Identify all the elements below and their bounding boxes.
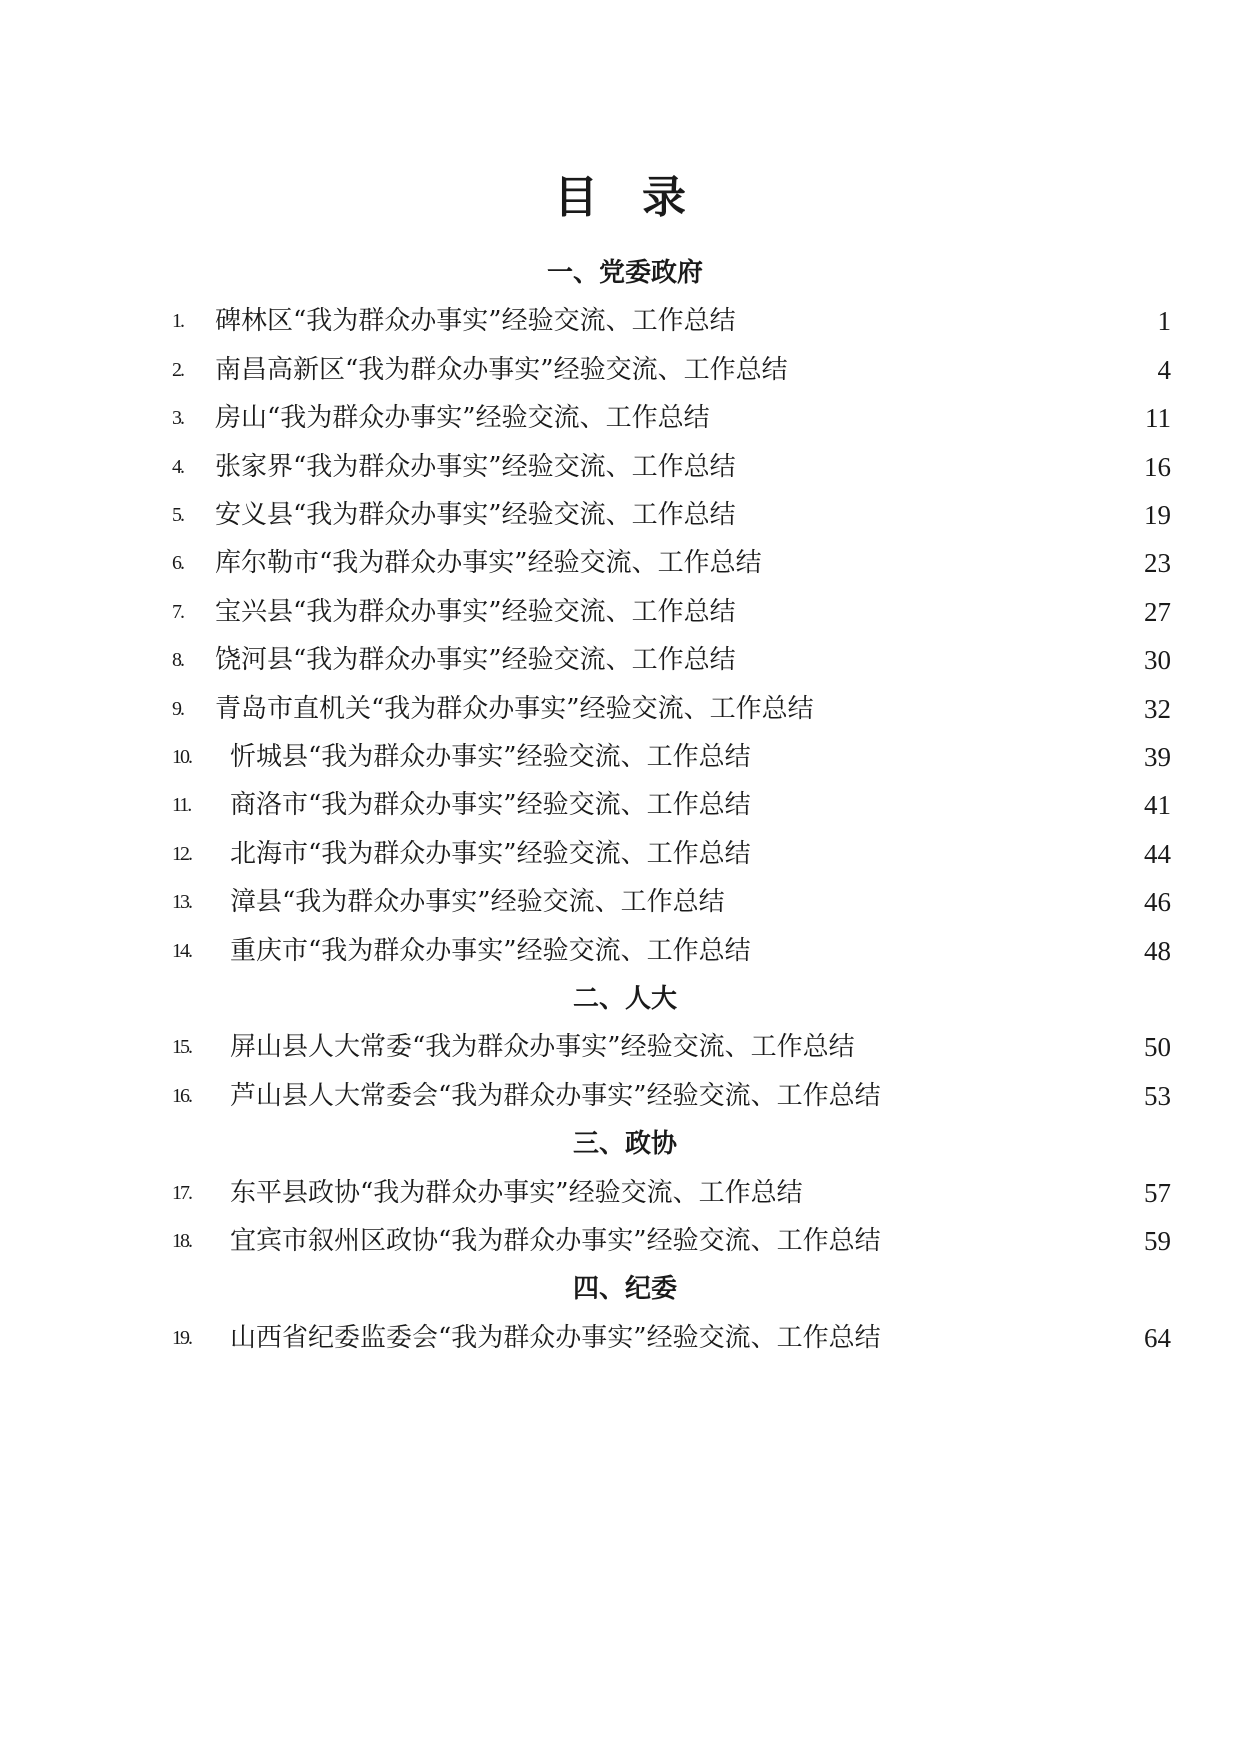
toc-entry-number: 16. bbox=[172, 1084, 191, 1107]
toc-entry[interactable] bbox=[0, 1318, 1240, 1358]
toc-entry-title: 芦山县人大常委会“我为群众办事实”经验交流、工作总结 bbox=[230, 1080, 881, 1111]
toc-entry-page-number: 48 bbox=[1144, 935, 1171, 966]
toc-entry-number: 8. bbox=[172, 649, 183, 672]
toc-entry-page-number: 11 bbox=[1145, 403, 1171, 434]
toc-entry-page-number: 57 bbox=[1144, 1177, 1171, 1208]
toc-entry-number: 13. bbox=[172, 891, 191, 914]
toc-entry-page-number: 64 bbox=[1144, 1322, 1171, 1353]
section-heading: 二、人大 bbox=[572, 984, 677, 1014]
toc-entry-number: 11. bbox=[172, 794, 191, 817]
toc-entry-number: 5. bbox=[172, 504, 183, 526]
section-heading: 三、政协 bbox=[572, 1129, 677, 1160]
toc-entry-number: 7. bbox=[172, 600, 183, 623]
toc-entry[interactable] bbox=[0, 640, 1240, 680]
toc-entry-number: 15. bbox=[172, 1036, 191, 1059]
toc-entry-page-number: 44 bbox=[1144, 838, 1171, 869]
page-title-char: 录 bbox=[642, 172, 686, 223]
toc-entry-page-number: 59 bbox=[1144, 1226, 1171, 1256]
toc-entry-number: 9. bbox=[172, 697, 183, 720]
toc-entry-page-number: 16 bbox=[1144, 451, 1171, 482]
toc-entry[interactable] bbox=[0, 495, 1240, 535]
toc-entry-title: 饶河县“我为群众办事实”经验交流、工作总结 bbox=[215, 645, 736, 676]
toc-entry-number: 12. bbox=[172, 842, 191, 865]
toc-entry-title: 商洛市“我为群众办事实”经验交流、工作总结 bbox=[230, 790, 751, 821]
toc-entry-title: 南昌高新区“我为群众办事实”经验交流、工作总结 bbox=[215, 354, 788, 385]
toc-entry-page-number: 41 bbox=[1144, 790, 1171, 821]
toc-entry-number: 19. bbox=[172, 1326, 191, 1349]
toc-entry-page-number: 4 bbox=[1157, 354, 1171, 385]
toc-entry-number: 4. bbox=[172, 455, 183, 478]
toc-entry-page-number: 19 bbox=[1144, 500, 1171, 530]
toc-entry-number: 1. bbox=[172, 310, 183, 333]
toc-entry-title: 宜宾市叙州区政协“我为群众办事实”经验交流、工作总结 bbox=[230, 1226, 881, 1256]
toc-entry-number: 10. bbox=[172, 746, 191, 768]
toc-entry-number: 6. bbox=[172, 552, 183, 575]
toc-entry-title: 青岛市直机关“我为群众办事实”经验交流、工作总结 bbox=[215, 693, 814, 724]
toc-entry-page-number: 23 bbox=[1144, 548, 1171, 579]
toc-entry-title: 屏山县人大常委“我为群众办事实”经验交流、工作总结 bbox=[230, 1032, 855, 1063]
toc-entry-number: 2. bbox=[172, 358, 183, 381]
section-heading: 四、纪委 bbox=[572, 1274, 677, 1305]
toc-entry[interactable] bbox=[0, 1027, 1240, 1067]
toc-entry-page-number: 50 bbox=[1144, 1032, 1171, 1063]
toc-entry-title: 安义县“我为群众办事实”经验交流、工作总结 bbox=[215, 500, 736, 530]
toc-entry-title: 张家界“我为群众办事实”经验交流、工作总结 bbox=[215, 451, 736, 482]
toc-entry[interactable] bbox=[0, 350, 1240, 390]
toc-entry[interactable] bbox=[0, 398, 1240, 438]
toc-entry-title: 北海市“我为群众办事实”经验交流、工作总结 bbox=[230, 838, 751, 869]
toc-entry[interactable] bbox=[0, 931, 1240, 971]
toc-entry-number: 17. bbox=[172, 1181, 191, 1204]
page-title bbox=[0, 168, 1240, 228]
toc-entry[interactable] bbox=[0, 301, 1240, 341]
section-heading: 一、党委政府 bbox=[546, 258, 703, 288]
toc-entry[interactable] bbox=[0, 834, 1240, 874]
toc-entry-number: 3. bbox=[172, 407, 183, 430]
toc-entry-page-number: 39 bbox=[1144, 742, 1171, 772]
toc-entry-title: 山西省纪委监委会“我为群众办事实”经验交流、工作总结 bbox=[230, 1322, 881, 1353]
toc-entry-page-number: 46 bbox=[1144, 887, 1171, 918]
toc-entry-title: 碑林区“我为群众办事实”经验交流、工作总结 bbox=[215, 306, 736, 337]
toc-entry[interactable] bbox=[0, 543, 1240, 583]
toc-entry[interactable] bbox=[0, 447, 1240, 487]
toc-entry[interactable] bbox=[0, 1076, 1240, 1116]
toc-entry-title: 房山“我为群众办事实”经验交流、工作总结 bbox=[215, 403, 710, 434]
toc-entry-title: 漳县“我为群众办事实”经验交流、工作总结 bbox=[230, 887, 725, 918]
toc-entry-page-number: 30 bbox=[1144, 645, 1171, 676]
toc-entry-page-number: 32 bbox=[1144, 693, 1171, 724]
toc-entry[interactable] bbox=[0, 1221, 1240, 1261]
toc-entry-title: 库尔勒市“我为群众办事实”经验交流、工作总结 bbox=[215, 548, 762, 579]
toc-entry-page-number: 1 bbox=[1157, 306, 1171, 337]
toc-entry[interactable] bbox=[0, 882, 1240, 922]
toc-entry[interactable] bbox=[0, 1173, 1240, 1213]
toc-entry[interactable] bbox=[0, 737, 1240, 777]
toc-entry-number: 14. bbox=[172, 939, 191, 962]
toc-entry-page-number: 27 bbox=[1144, 596, 1171, 627]
toc-entry-title: 宝兴县“我为群众办事实”经验交流、工作总结 bbox=[215, 596, 736, 627]
page-title-char: 目 bbox=[554, 172, 598, 223]
toc-entry-title: 重庆市“我为群众办事实”经验交流、工作总结 bbox=[230, 935, 751, 966]
toc-entry[interactable] bbox=[0, 785, 1240, 825]
toc-entry-title: 忻城县“我为群众办事实”经验交流、工作总结 bbox=[230, 742, 751, 772]
toc-entry-number: 18. bbox=[172, 1230, 191, 1252]
toc-entry[interactable] bbox=[0, 689, 1240, 729]
toc-entry-title: 东平县政协“我为群众办事实”经验交流、工作总结 bbox=[230, 1177, 803, 1208]
toc-entry-page-number: 53 bbox=[1144, 1080, 1171, 1111]
toc-entry[interactable] bbox=[0, 592, 1240, 632]
